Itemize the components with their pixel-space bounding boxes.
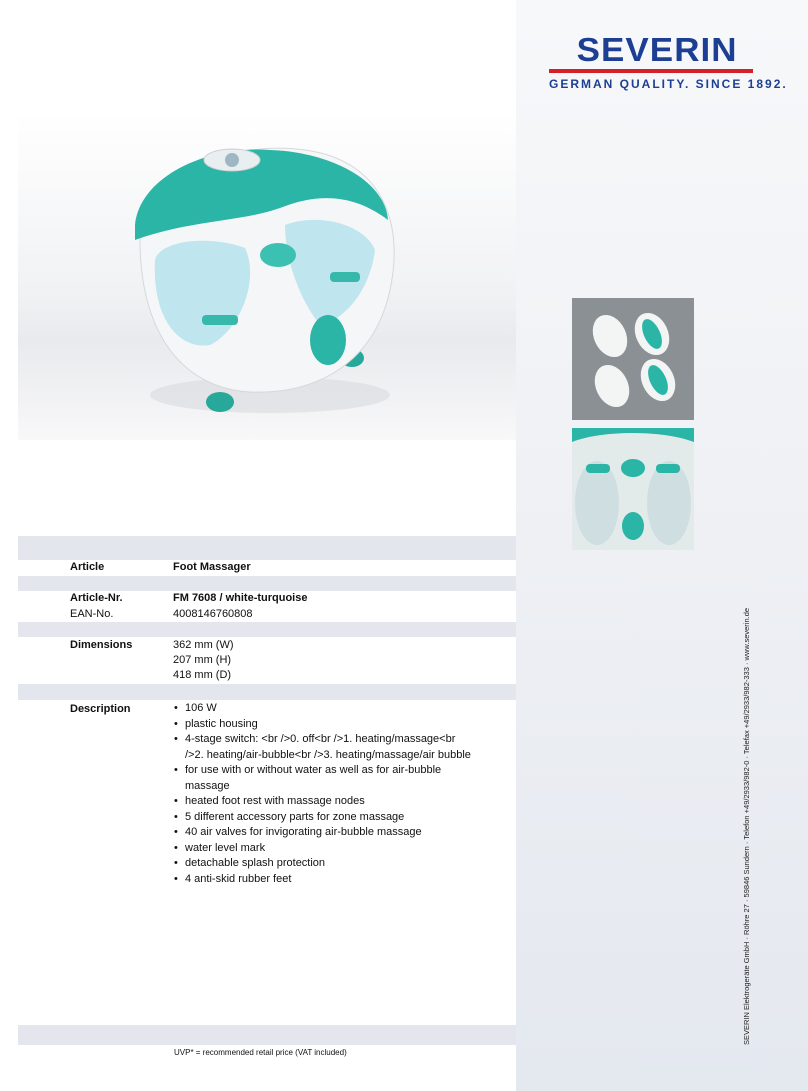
list-item: • 5 different accessory parts for zone massage [174,810,474,826]
brand-name: SEVERIN [576,31,738,68]
list-item: • water level mark [174,841,474,857]
article-label: Article [70,561,105,573]
dimensions-row [18,668,516,683]
list-item: • heated foot rest with massage nodes [174,794,474,810]
company-address: SEVERIN Elektrogeräte GmbH · Röhre 27 · 59846 Sundern · Telefon +49/2933/982-0 · Telefax +49/2933/982-333 · www.severin.de [742,607,751,1045]
list-item: • plastic housing [174,717,474,733]
article-nr-number: FM 7608 [173,592,217,604]
table-band [18,622,516,637]
ean-value: 4008146760808 [173,608,253,620]
list-item: • 106 W [174,701,474,717]
price-footnote: UVP* = recommended retail price (VAT included) [174,1048,347,1057]
description-label: Description [70,703,131,715]
accessory-parts-image [572,298,694,420]
article-nr-row [18,591,516,606]
list-item: • for use with or without water as well as for air-bubble massage [174,763,474,794]
dimension-height: 207 mm (H) [173,654,232,666]
ean-row [18,607,516,622]
article-nr-label: Article-Nr. [70,592,123,604]
foot-rest-detail-image [572,428,694,550]
article-row [18,560,516,575]
brand-red-bar [549,69,753,73]
dimension-depth: 418 mm (D) [173,669,232,681]
table-footer-band [18,1025,516,1045]
table-header-band [18,536,516,560]
dimensions-row [18,638,516,653]
article-value: Foot Massager [173,561,251,573]
brand-tagline: GERMAN QUALITY. SINCE 1892. [549,77,788,91]
table-band [18,576,516,591]
article-nr-color: / white-turquoise [216,592,308,604]
foot-massager-product-image [120,130,410,430]
list-item: • 40 air valves for invigorating air-bubble massage [174,825,474,841]
brand-logo [549,31,788,91]
ean-label: EAN-No. [70,608,114,620]
dimension-width: 362 mm (W) [173,639,234,651]
list-item: • detachable splash protection [174,856,474,872]
description-list [174,701,474,887]
dimensions-row [18,653,516,668]
list-item: • 4 anti-skid rubber feet [174,872,474,888]
table-band [18,684,516,700]
dimensions-label: Dimensions [70,639,133,651]
article-nr-value [173,591,307,606]
list-item: • 4-stage switch: <br />0. off<br />1. heating/massage<br />2. heating/air-bubble<br />3. heating/massage/air bubble [174,732,474,763]
